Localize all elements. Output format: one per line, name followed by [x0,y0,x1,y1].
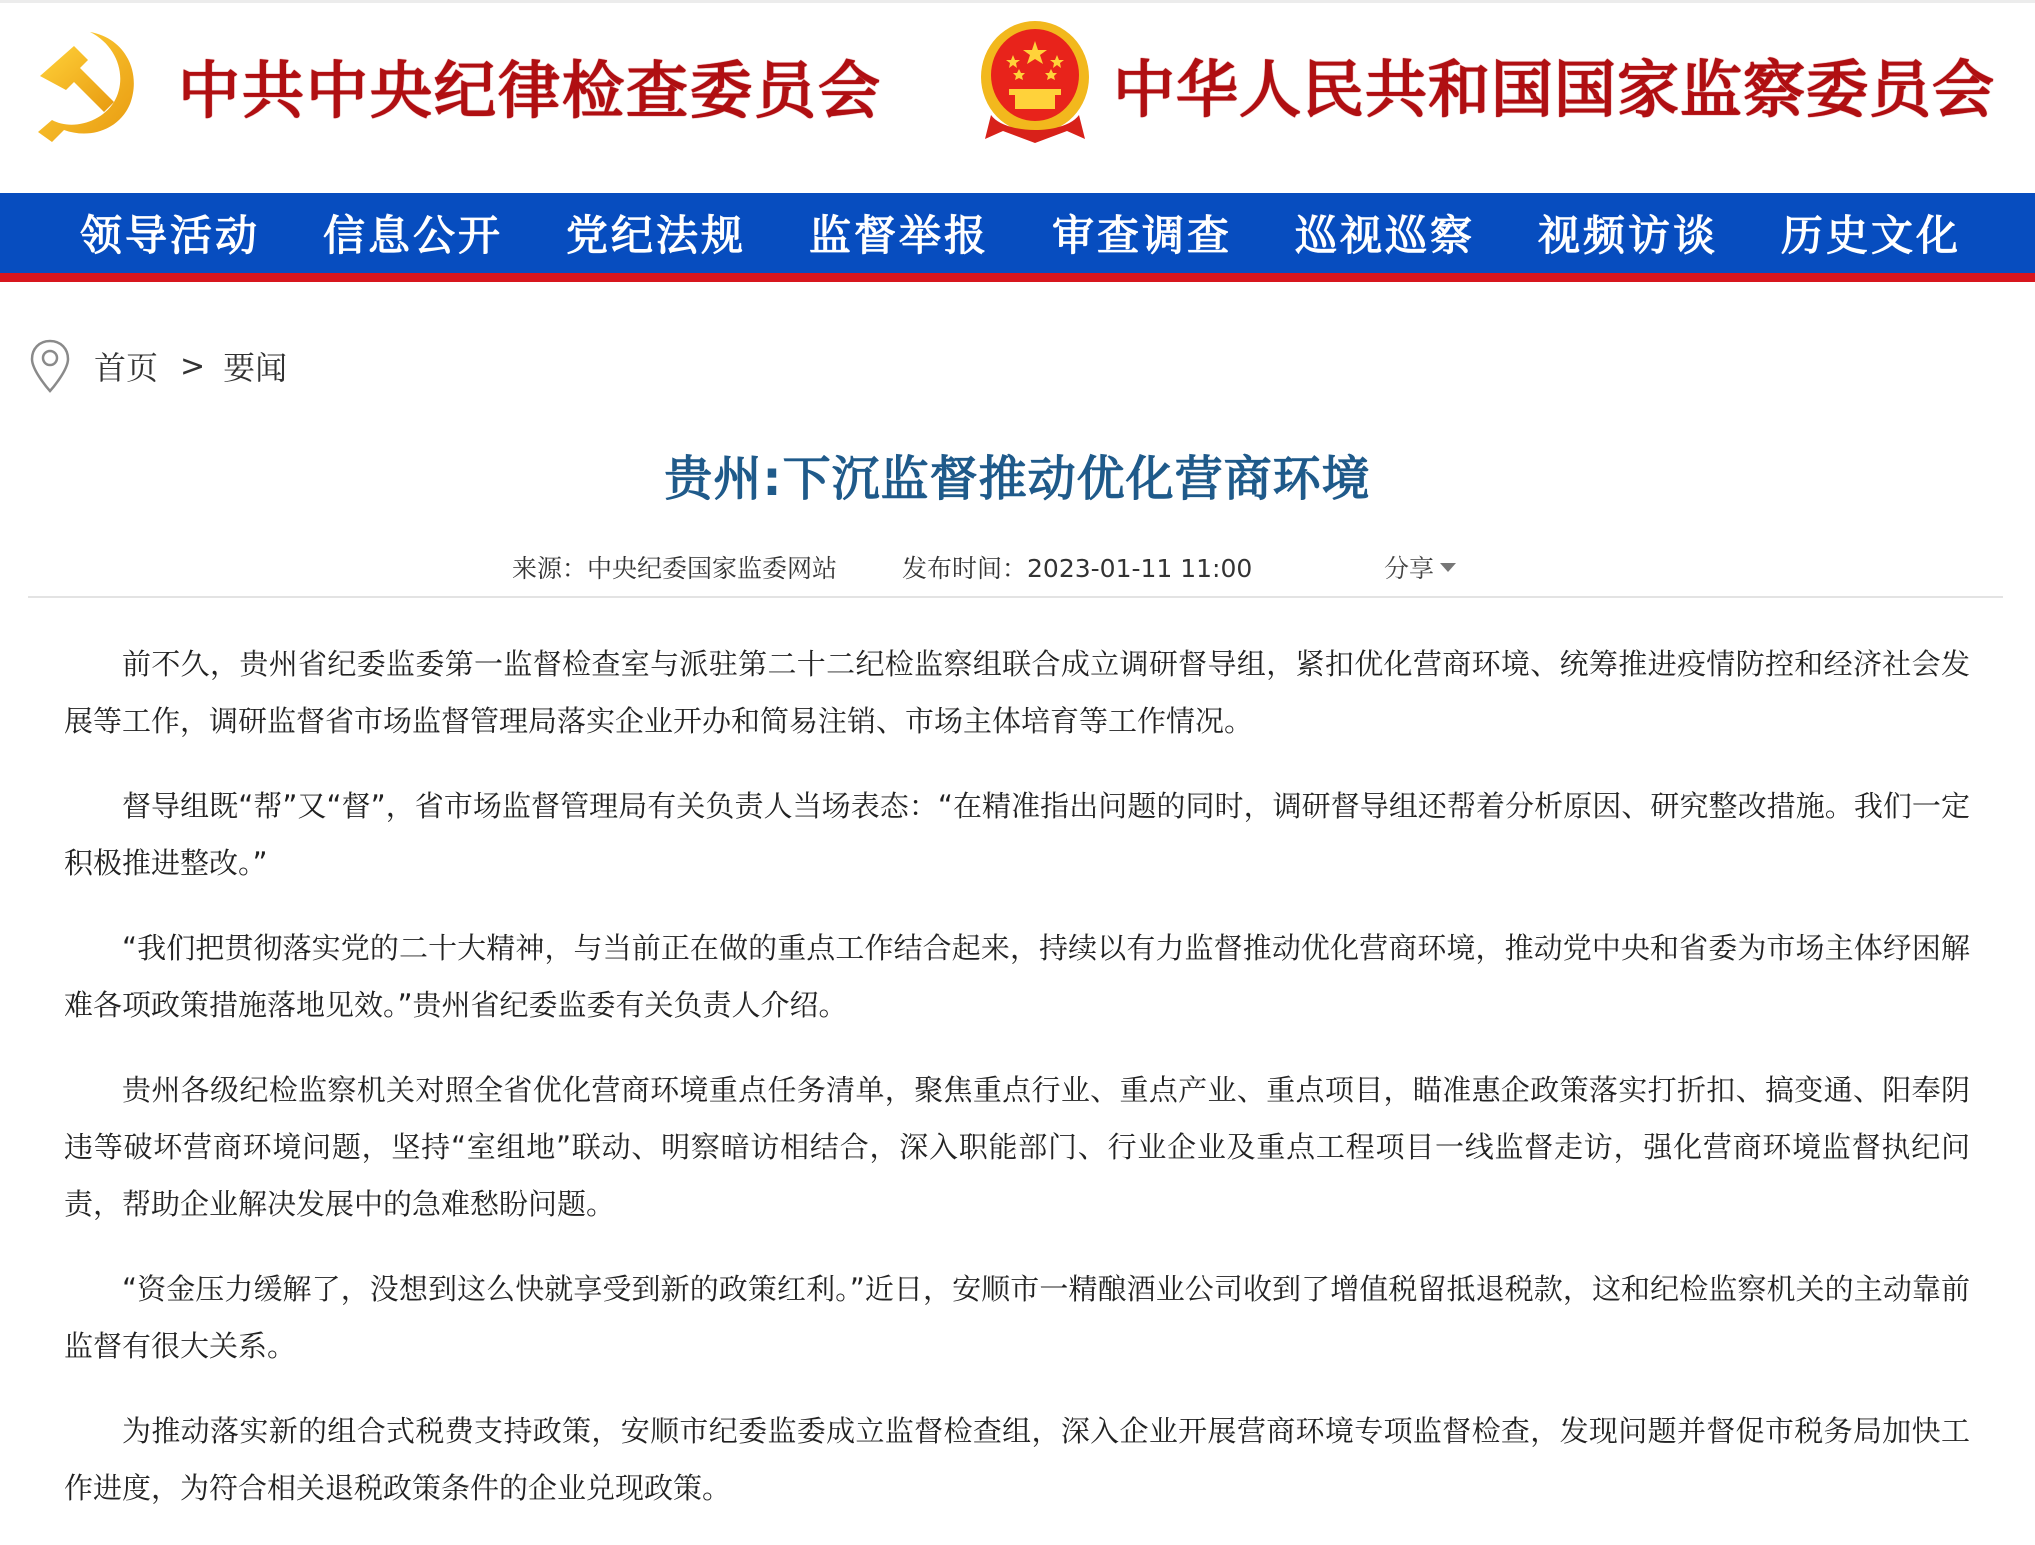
breadcrumb-separator: > [180,348,206,384]
breadcrumb [28,338,287,394]
article-meta [0,545,2035,585]
pubtime-label: 发布时间： [902,554,1028,583]
ccdi-title: 中共中央纪律检查委员会 [178,53,883,127]
paragraph: “资金压力缓解了，没想到这么快就享受到新的政策红利。”近日，安顺市一精酿酒业公司收到了增值税留抵退税款，这和纪检监察机关的主动靠前监督有很大关系。 [64,1272,1970,1363]
nav-item-info-disclosure[interactable]: 信息公开 [323,211,504,260]
article-body [64,636,1970,1545]
share-label: 分享 [1384,554,1435,583]
nsc-title: 中华人民共和国国家监察委员会 [1113,52,1996,126]
caret-down-icon [1440,563,1456,572]
paragraph: 为推动落实新的组合式税费支持政策，安顺市纪委监委成立监督检查组，深入企业开展营商环境专项监督检查，发现问题并督促市税务局加快工作进度，为符合相关退税政策条件的企业兑现政策。 [64,1414,1970,1505]
article-source [512,549,837,585]
location-pin-icon [28,338,72,394]
meta-divider [28,596,2003,598]
source-label: 来源： [512,554,588,583]
paragraph: 督导组既“帮”又“督”，省市场监督管理局有关负责人当场表态：“在精准指出问题的同时，调研督导组还帮着分析原因、研究整改措施。我们一定积极推进整改。” [64,789,1970,880]
paragraph: 贵州各级纪检监察机关对照全省优化营商环境重点任务清单，聚焦重点行业、重点产业、重点项目，瞄准惠企政策落实打折扣、搞变通、阳奉阴违等破坏营商环境问题，坚持“室组地”联动、明察暗访相结合，深入职能部门、行业企业及重点工程项目一线监督走访，强化营商环境监督执纪问责，帮助企业解决发展中的急难愁盼问题。 [64,1073,1970,1221]
nav-item-leadership[interactable]: 领导活动 [80,211,261,260]
nav-item-investigation[interactable]: 审查调查 [1052,211,1233,260]
article-title: 贵州:下沉监督推动优化营商环境 [664,451,1371,507]
pubtime-value: 2023-01-11 11:00 [1027,554,1253,583]
paragraph: “我们把贯彻落实党的二十大精神，与当前正在做的重点工作结合起来，持续以有力监督推动优化营商环境，推动党中央和省委为市场主体纾困解难各项政策措施落地见效。”贵州省纪委监委有关负责人介绍。 [64,931,1970,1022]
nav-red-stripe [0,273,2035,282]
nav-item-inspection[interactable]: 巡视巡察 [1295,211,1476,260]
article-pubtime [902,549,1252,585]
nav-item-history[interactable]: 历史文化 [1781,211,1962,260]
national-emblem-icon [975,19,1095,149]
nav-item-video[interactable]: 视频访谈 [1538,211,1719,260]
main-nav [0,193,2035,273]
party-emblem-icon [30,24,150,146]
nsc-logo[interactable] [975,18,1995,150]
share-button[interactable] [1384,549,1456,585]
nav-item-regulations[interactable]: 党纪法规 [566,211,747,260]
nav-item-report[interactable]: 监督举报 [809,211,990,260]
breadcrumb-home-link[interactable]: 首页 [94,349,159,387]
breadcrumb-current-link[interactable]: 要闻 [223,349,288,387]
ccdi-logo[interactable] [30,21,882,149]
site-header [0,3,2035,193]
paragraph: 前不久，贵州省纪委监委第一监督检查室与派驻第二十二纪检监察组联合成立调研督导组，紧扣优化营商环境、统筹推进疫情防控和经济社会发展等工作，调研监督省市场监督管理局落实企业开办和简易注销、市场主体培育等工作情况。 [64,647,1970,738]
source-value: 中央纪委国家监委网站 [587,554,838,583]
